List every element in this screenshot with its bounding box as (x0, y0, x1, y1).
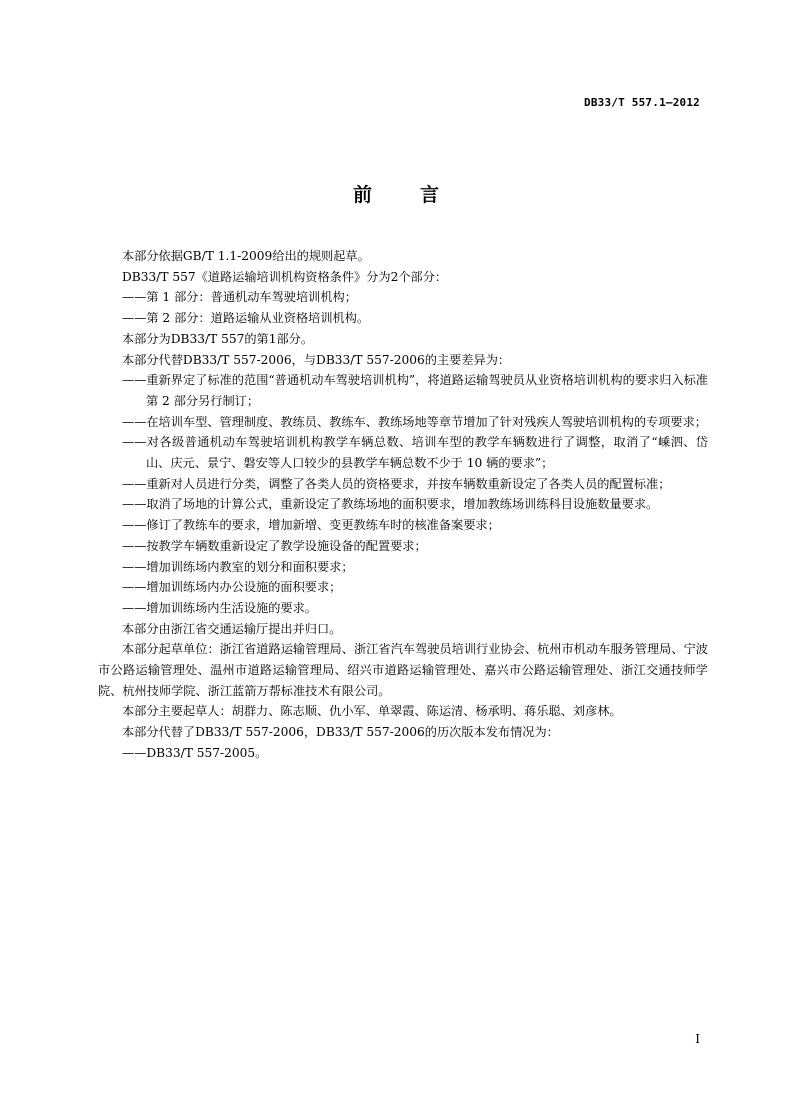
list-item: ——第 1 部分：普通机动车驾驶培训机构； (122, 290, 357, 305)
list-item: ——第 2 部分：道路运输从业资格培训机构。 (122, 311, 370, 326)
list-item: ——重新界定了标准的范围“普通机动车驾驶培训机构”，将道路运输驾驶员从业资格培训机构的要求归入标准第 2 部分另行制订； (122, 373, 708, 408)
paragraph: 本部分为DB33/T 557的第1部分。 (122, 331, 314, 346)
paragraph: 本部分起草单位：浙江省道路运输管理局、浙江省汽车驾驶员培训行业协会、杭州市机动车服务管理局、宁波市公路运输管理处、温州市道路运输管理局、绍兴市道路运输管理处、嘉兴市公路运输管理处、浙江交通技师学院、杭州技师学院、浙江蓝箭万帮标准技术有限公司。 (98, 642, 708, 698)
list-item: ——修订了教练车的要求，增加新增、变更教练车时的核准备案要求； (122, 518, 500, 533)
list-item: ——按教学车辆数重新设定了教学设施设备的配置要求； (122, 538, 427, 553)
foreword-body (98, 246, 708, 764)
paragraph: 本部分由浙江省交通运输厅提出并归口。 (122, 621, 342, 636)
list-item: ——增加训练场内教室的划分和面积要求； (122, 559, 354, 574)
paragraph: 本部分代替DB33/T 557-2006，与DB33/T 557-2006的主要差异为： (122, 352, 511, 367)
paragraph: 本部分依据GB/T 1.1-2009给出的规则起草。 (122, 249, 370, 263)
page-number: I (695, 1032, 700, 1046)
list-item: ——增加训练场内生活设施的要求。 (122, 600, 317, 615)
paragraph: 本部分代替了DB33/T 557-2006，DB33/T 557-2006的历次版本发布情况为： (122, 725, 559, 740)
list-item: ——DB33/T 557-2005。 (122, 745, 268, 760)
list-item: ——重新对人员进行分类，调整了各类人员的资格要求，并按车辆数重新设定了各类人员的配置标准； (122, 476, 671, 491)
paragraph: DB33/T 557《道路运输培训机构资格条件》分为2个部分： (122, 269, 448, 284)
list-item: ——对各级普通机动车驾驶培训机构教学车辆总数、培训车型的教学车辆数进行了调整，取消了“嵊泗、岱山、庆元、景宁、磐安等人口较少的县教学车辆总数不少于 10 辆的要求”； (122, 435, 708, 471)
page-title: 前言 (352, 184, 487, 206)
paragraph: 本部分主要起草人：胡群力、陈志顺、仇小军、单翠霞、陈运清、杨承明、蒋乐聪、刘彦林。 (122, 704, 622, 719)
list-item: ——增加训练场内办公设施的面积要求； (122, 580, 342, 595)
list-item: ——取消了场地的计算公式，重新设定了教练场地的面积要求，增加教练场训练科目设施数量要求。 (122, 497, 659, 512)
list-item: ——在培训车型、管理制度、教练员、教练车、教练场地等章节增加了针对残疾人驾驶培训机构的专项要求； (122, 414, 707, 429)
standard-code: DB33/T 557.1—2012 (584, 96, 700, 109)
